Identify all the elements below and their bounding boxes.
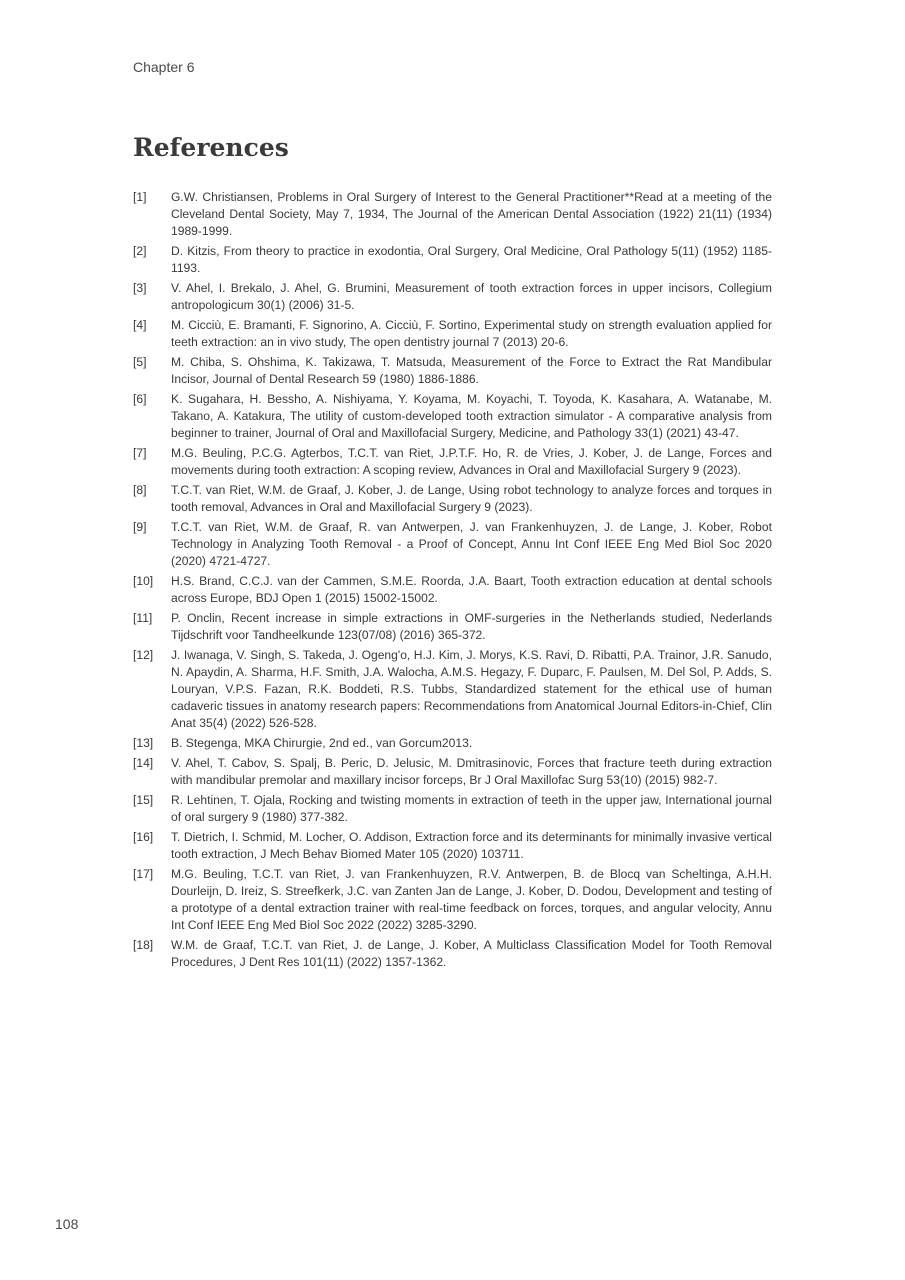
reference-text: D. Kitzis, From theory to practice in exodontia, Oral Surgery, Oral Medicine, Oral Pathology 5(11) (1952) 1185-1193.: [171, 244, 772, 275]
reference-number: [9]: [133, 520, 147, 534]
reference-number: [7]: [133, 446, 147, 460]
reference-number: [17]: [133, 867, 154, 881]
reference-item: [133, 391, 772, 442]
reference-text: M. Chiba, S. Ohshima, K. Takizawa, T. Matsuda, Measurement of the Force to Extract the Rat Mandibular Incisor, Journal of Dental Research 59 (1980) 1886-1886.: [171, 355, 772, 386]
reference-item: [133, 647, 772, 732]
reference-item: [133, 445, 772, 479]
reference-number: [11]: [133, 611, 153, 625]
reference-number: [1]: [133, 190, 147, 204]
reference-item: [133, 610, 772, 644]
reference-item: [133, 735, 772, 752]
reference-number: [2]: [133, 244, 147, 258]
reference-item: [133, 866, 772, 934]
reference-text: W.M. de Graaf, T.C.T. van Riet, J. de Lange, J. Kober, A Multiclass Classification Model for Tooth Removal Procedures, J Dent Res 101(11) (2022) 1357-1362.: [171, 938, 772, 969]
reference-text: R. Lehtinen, T. Ojala, Rocking and twisting moments in extraction of teeth in the upper jaw, International journal of oral surgery 9 (1980) 377-382.: [171, 793, 772, 824]
reference-text: M.G. Beuling, T.C.T. van Riet, J. van Frankenhuyzen, R.V. Antwerpen, B. de Blocq van Scheltinga, A.H.H. Dourleijn, D. Ireiz, S. Streefkerk, J.C. van Zanten Jan de Lange, J. Kober, D. Dodou, Development and testing of a prototype of a dental extraction trainer with real-time feedback on forces, torques, and angular velocity, Annu Int Conf IEEE Eng Med Biol Soc 2022 (2022) 3285-3290.: [171, 867, 772, 932]
reference-text: B. Stegenga, MKA Chirurgie, 2nd ed., van Gorcum2013.: [171, 736, 473, 750]
reference-text: G.W. Christiansen, Problems in Oral Surgery of Interest to the General Practitioner**Read at a meeting of the Cleveland Dental Society, May 7, 1934, The Journal of the American Dental Association (1922) 21(11) (1934) 1989-1999.: [171, 190, 772, 238]
reference-item: [133, 482, 772, 516]
reference-number: [10]: [133, 574, 154, 588]
reference-number: [8]: [133, 483, 147, 497]
reference-item: [133, 354, 772, 388]
reference-number: [13]: [133, 736, 154, 750]
reference-text: V. Ahel, I. Brekalo, J. Ahel, G. Brumini, Measurement of tooth extraction forces in upper incisors, Collegium antropologicum 30(1) (2006) 31-5.: [171, 281, 772, 312]
reference-number: [6]: [133, 392, 147, 406]
reference-item: [133, 243, 772, 277]
section-title: References: [133, 133, 289, 162]
reference-item: [133, 189, 772, 240]
reference-text: M.G. Beuling, P.C.G. Agterbos, T.C.T. van Riet, J.P.T.F. Ho, R. de Vries, J. Kober, J. de Lange, Forces and movements during tooth extraction: A scoping review, Advances in Oral and Maxillofacial Surgery 9 (2023).: [171, 446, 772, 477]
reference-item: [133, 573, 772, 607]
reference-text: T.C.T. van Riet, W.M. de Graaf, R. van Antwerpen, J. van Frankenhuyzen, J. de Lange, J. Kober, Robot Technology in Analyzing Tooth Removal - a Proof of Concept, Annu Int Conf IEEE Eng Med Biol Soc 2020 (2020) 4721-4727.: [171, 520, 772, 568]
reference-number: [16]: [133, 830, 154, 844]
reference-number: [12]: [133, 648, 154, 662]
reference-text: K. Sugahara, H. Bessho, A. Nishiyama, Y. Koyama, M. Koyachi, T. Toyoda, K. Kasahara, A. Watanabe, M. Takano, A. Katakura, The utility of custom-developed tooth extraction simulator - A comparative analysis from beginner to trainer, Journal of Oral and Maxillofacial Surgery, Medicine, and Pathology 33(1) (2021) 43-47.: [171, 392, 772, 440]
reference-list: [133, 189, 772, 974]
reference-number: [14]: [133, 756, 154, 770]
reference-number: [18]: [133, 938, 154, 952]
reference-item: [133, 519, 772, 570]
reference-text: M. Cicciù, E. Bramanti, F. Signorino, A. Cicciù, F. Sortino, Experimental study on strength evaluation applied for teeth extraction: an in vivo study, The open dentistry journal 7 (2013) 20-6.: [171, 318, 772, 349]
reference-text: T.C.T. van Riet, W.M. de Graaf, J. Kober, J. de Lange, Using robot technology to analyze forces and torques in tooth removal, Advances in Oral and Maxillofacial Surgery 9 (2023).: [171, 483, 772, 514]
reference-text: P. Onclin, Recent increase in simple extractions in OMF-surgeries in the Netherlands studied, Nederlands Tijdschrift voor Tandheelkunde 123(07/08) (2016) 365-372.: [171, 611, 772, 642]
reference-number: [15]: [133, 793, 154, 807]
chapter-header: Chapter 6: [133, 59, 195, 75]
reference-item: [133, 317, 772, 351]
reference-number: [3]: [133, 281, 147, 295]
reference-item: [133, 829, 772, 863]
reference-text: V. Ahel, T. Cabov, S. Spalj, B. Peric, D. Jelusic, M. Dmitrasinovic, Forces that fracture teeth during extraction with mandibular premolar and maxillary incisor forceps, Br J Oral Maxillofac Surg 53(10) (2015) 982-7.: [171, 756, 772, 787]
reference-item: [133, 280, 772, 314]
reference-number: [4]: [133, 318, 147, 332]
reference-item: [133, 937, 772, 971]
reference-text: H.S. Brand, C.C.J. van der Cammen, S.M.E. Roorda, J.A. Baart, Tooth extraction education at dental schools across Europe, BDJ Open 1 (2015) 15002-15002.: [171, 574, 772, 605]
reference-item: [133, 755, 772, 789]
reference-text: J. Iwanaga, V. Singh, S. Takeda, J. Ogeng'o, H.J. Kim, J. Morys, K.S. Ravi, D. Ribatti, P.A. Trainor, J.R. Sanudo, N. Apaydin, A. Sharma, H.F. Smith, J.A. Walocha, A.M.S. Hegazy, F. Duparc, F. Paulsen, M. Del Sol, P. Adds, S. Louryan, V.P.S. Fazan, R.K. Boddeti, R.S. Tubbs, Standardized statement for the ethical use of human cadaveric tissues in anatomy research papers: Recommendations from Anatomical Journal Editors-in-Chief, Clin Anat 35(4) (2022) 526-528.: [171, 648, 772, 730]
page-number: 108: [55, 1216, 79, 1232]
reference-number: [5]: [133, 355, 147, 369]
reference-text: T. Dietrich, I. Schmid, M. Locher, O. Addison, Extraction force and its determinants for minimally invasive vertical tooth extraction, J Mech Behav Biomed Mater 105 (2020) 103711.: [171, 830, 772, 861]
reference-item: [133, 792, 772, 826]
